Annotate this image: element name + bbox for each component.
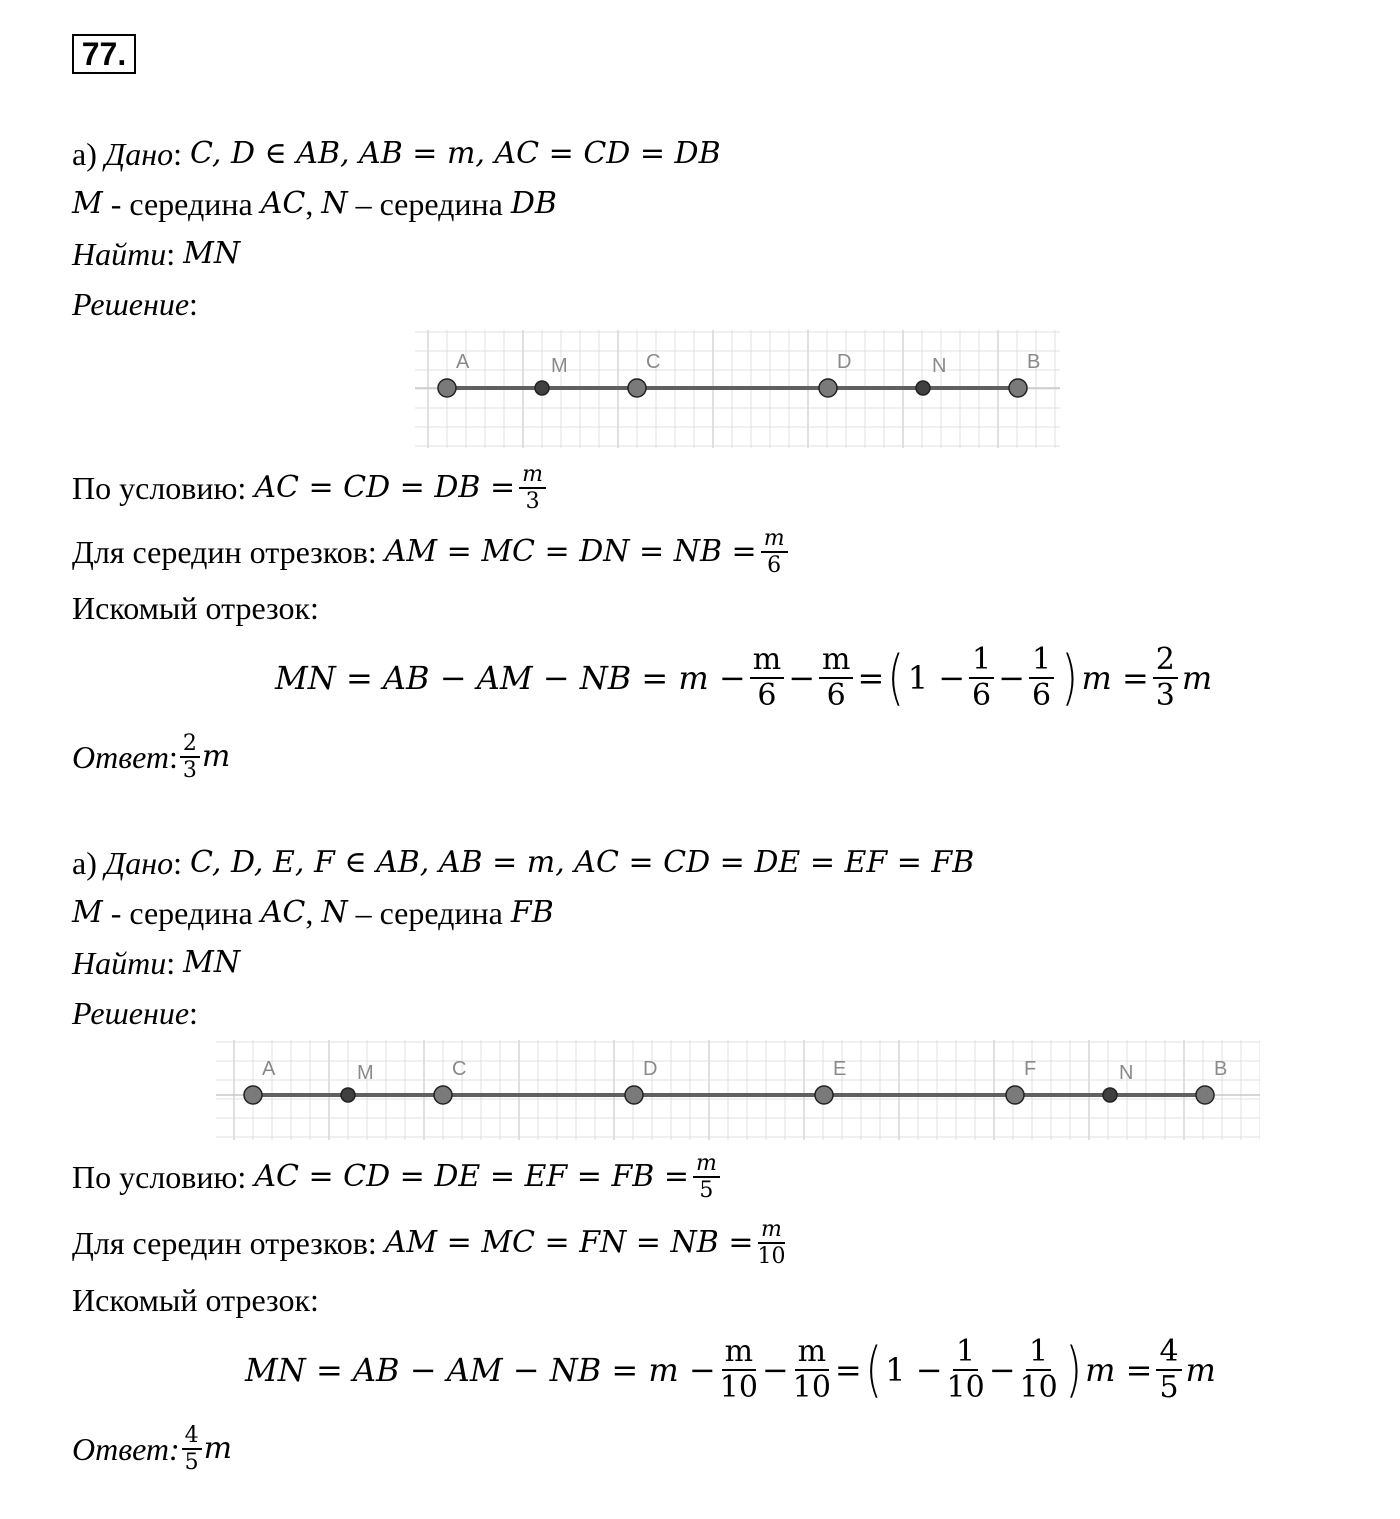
point-b (1009, 379, 1027, 397)
point-label-a: A (262, 1058, 276, 1080)
midpoints-line-2 (72, 893, 554, 933)
fraction (969, 643, 994, 714)
midpoints-line-1 (72, 184, 557, 224)
midsegments-line-2 (72, 1216, 789, 1270)
minus: − (761, 1351, 789, 1389)
equals: = (834, 1351, 862, 1389)
answer-var: m (201, 739, 231, 774)
numerator: 1 (953, 1335, 978, 1372)
right-paren: ) (1061, 643, 1078, 713)
numerator: m (758, 1217, 785, 1244)
sought-text: Искомый отрезок: (72, 590, 319, 626)
point-n: N (321, 186, 348, 221)
formula-after: m = (1085, 1351, 1153, 1389)
denominator: 3 (182, 758, 197, 783)
segment-fb: FB (510, 895, 554, 930)
denominator: 6 (757, 678, 777, 713)
midsegments-text: Для середин отрезков: (72, 534, 385, 570)
fraction (750, 643, 784, 714)
condition-expr: AC = CD = DE = EF = FB = (254, 1159, 689, 1194)
given-line-1: а) Дано : C, D ∈ AB, AB = m, AC = CD = DB (72, 136, 721, 172)
condition-text: По условию: (72, 1159, 255, 1195)
point-f (1006, 1086, 1024, 1104)
minus: − (988, 1351, 1016, 1389)
denominator: 6 (1031, 678, 1052, 713)
fraction (720, 1335, 758, 1406)
point-label-f: F (1024, 1058, 1037, 1080)
midpoint-text: – середина (347, 186, 511, 222)
denominator: 5 (184, 1450, 199, 1475)
numerator: 1 (1026, 1335, 1051, 1372)
point-label-b: B (1214, 1058, 1228, 1080)
point-label-d: D (643, 1058, 658, 1080)
point-b (1196, 1086, 1214, 1104)
fraction (519, 462, 546, 515)
one-minus: 1 − (885, 1351, 943, 1389)
point-d (625, 1086, 643, 1104)
point-a (244, 1086, 262, 1104)
segment-db: DB (510, 186, 557, 221)
sought-line-2 (72, 1280, 319, 1320)
formula-after: m = (1081, 659, 1149, 697)
fraction (761, 526, 788, 579)
midpoint-text: - середина (102, 895, 261, 931)
answer-label: Ответ (72, 739, 169, 775)
point-m: M (72, 895, 103, 930)
segment-figure-1 (415, 330, 1060, 448)
midpoint-text: – середина (347, 895, 511, 931)
denominator: 6 (826, 678, 846, 713)
find-value: MN (183, 236, 241, 271)
denominator: 6 (767, 553, 782, 578)
point-n (916, 381, 930, 395)
fraction (819, 643, 853, 714)
midsegments-expr: AM = MC = FN = NB = (384, 1225, 754, 1260)
point-label-m: M (551, 355, 568, 377)
midsegments-text: Для середин отрезков: (72, 1225, 385, 1261)
numerator: 4 (182, 1423, 202, 1450)
formula-end: m (1181, 659, 1213, 697)
sought-line-1 (72, 588, 319, 628)
midpoint-text: - середина (102, 186, 261, 222)
answer-line-2 (72, 1420, 232, 1478)
solution-line-2: Решение : (72, 995, 198, 1031)
given-label-2: а) Дано (72, 845, 174, 881)
midsegments-line-1 (72, 526, 792, 578)
numerator: 2 (1153, 643, 1178, 680)
minus: − (788, 659, 815, 697)
point-label-d: D (837, 351, 852, 373)
point-n (1103, 1088, 1117, 1102)
point-m (535, 381, 549, 395)
condition-expr: AC = CD = DB = (254, 470, 516, 505)
grid (216, 1040, 1260, 1140)
fraction (1020, 1335, 1058, 1406)
denominator: 10 (719, 1370, 758, 1405)
formula-lhs: MN = AB − AM − NB = m − (275, 659, 746, 697)
comma: , (305, 895, 322, 931)
point-label-c: C (646, 351, 661, 373)
segment-ac: AC (260, 186, 306, 221)
numerator: m (519, 462, 546, 489)
find-value: MN (183, 945, 241, 980)
answer-fraction (182, 1423, 202, 1476)
equals: = (857, 659, 885, 697)
comma: , (305, 186, 322, 222)
denominator: 10 (757, 1244, 786, 1269)
denominator: 10 (946, 1370, 985, 1405)
denominator: 3 (525, 489, 540, 514)
formula-end: m (1185, 1351, 1216, 1389)
given-label-1: а) Дано (72, 136, 174, 172)
condition-text: По условию: (72, 470, 255, 506)
left-paren: ( (865, 1335, 882, 1405)
given-line-2: а) Дано : C, D, E, F ∈ AB, AB = m, AC = CD = DE = EF = FB (72, 845, 975, 881)
numerator: m (761, 526, 788, 553)
find-label: Найти (72, 945, 167, 981)
point-label-c: C (452, 1058, 467, 1080)
numerator: 1 (1029, 643, 1054, 680)
result-fraction (1153, 643, 1178, 714)
segment-ac: AC (260, 895, 306, 930)
find-line-2: Найти : MN (72, 945, 241, 981)
denominator: 3 (1155, 678, 1175, 713)
point-c (434, 1086, 452, 1104)
point-label-b: B (1027, 351, 1041, 373)
sought-text: Искомый отрезок: (72, 1282, 319, 1318)
given-expr-1: C, D ∈ AB, AB = m, AC = CD = DB (189, 136, 721, 171)
numerator: 4 (1156, 1335, 1181, 1372)
point-label-m: M (357, 1062, 374, 1084)
denominator: 10 (792, 1370, 831, 1405)
fraction (757, 1217, 785, 1270)
numerator: m (693, 1151, 720, 1178)
find-line-1: Найти : MN (72, 236, 241, 272)
fraction (793, 1335, 831, 1406)
fraction (693, 1151, 720, 1204)
solution-label: Решение (72, 995, 190, 1031)
point-m: M (72, 186, 103, 221)
point-e (815, 1086, 833, 1104)
solution-label: Решение (72, 286, 190, 322)
denominator: 5 (1159, 1370, 1179, 1405)
point-n: N (321, 895, 348, 930)
denominator: 10 (1019, 1370, 1058, 1405)
condition-line-1 (72, 462, 550, 514)
numerator: m (750, 643, 784, 680)
result-fraction (1156, 1335, 1181, 1406)
denominator: 6 (972, 678, 992, 713)
find-label: Найти (72, 236, 167, 272)
point-m (341, 1088, 355, 1102)
numerator: m (819, 643, 853, 680)
given-expr-2: C, D, E, F ∈ AB, AB = m, AC = CD = DE = EF = FB (189, 845, 975, 880)
point-c (628, 379, 646, 397)
numerator: 1 (969, 643, 994, 680)
answer-line-1: Ответ : $\frac{2}{3}$ m (72, 730, 231, 783)
answer-var: m (203, 1431, 233, 1466)
problem-number: 77. (72, 34, 136, 74)
main-formula-1 (275, 636, 1212, 720)
minus: − (998, 659, 1025, 697)
point-label-n: N (932, 355, 947, 377)
point-label-a: A (456, 351, 470, 373)
answer-fraction (180, 731, 200, 784)
denominator: 5 (699, 1178, 714, 1203)
point-label-e: E (833, 1058, 847, 1080)
fraction (947, 1335, 985, 1406)
segment-figure-2 (216, 1040, 1260, 1140)
main-formula-2 (245, 1328, 1216, 1412)
numerator: m (795, 1335, 829, 1372)
left-paren: ( (887, 643, 905, 713)
solution-line-1: Решение : (72, 286, 198, 322)
condition-line-2 (72, 1150, 724, 1204)
right-paren: ) (1065, 1335, 1082, 1405)
midsegments-expr: AM = MC = DN = NB = (384, 534, 757, 569)
numerator: m (722, 1335, 756, 1372)
point-a (438, 379, 456, 397)
answer-label: Ответ: (72, 1431, 180, 1467)
formula-lhs: MN = AB − AM − NB = m − (245, 1351, 716, 1389)
numerator: 2 (180, 731, 200, 758)
point-d (819, 379, 837, 397)
fraction (1029, 643, 1054, 714)
point-label-n: N (1119, 1062, 1134, 1084)
one-minus: 1 − (907, 659, 966, 697)
